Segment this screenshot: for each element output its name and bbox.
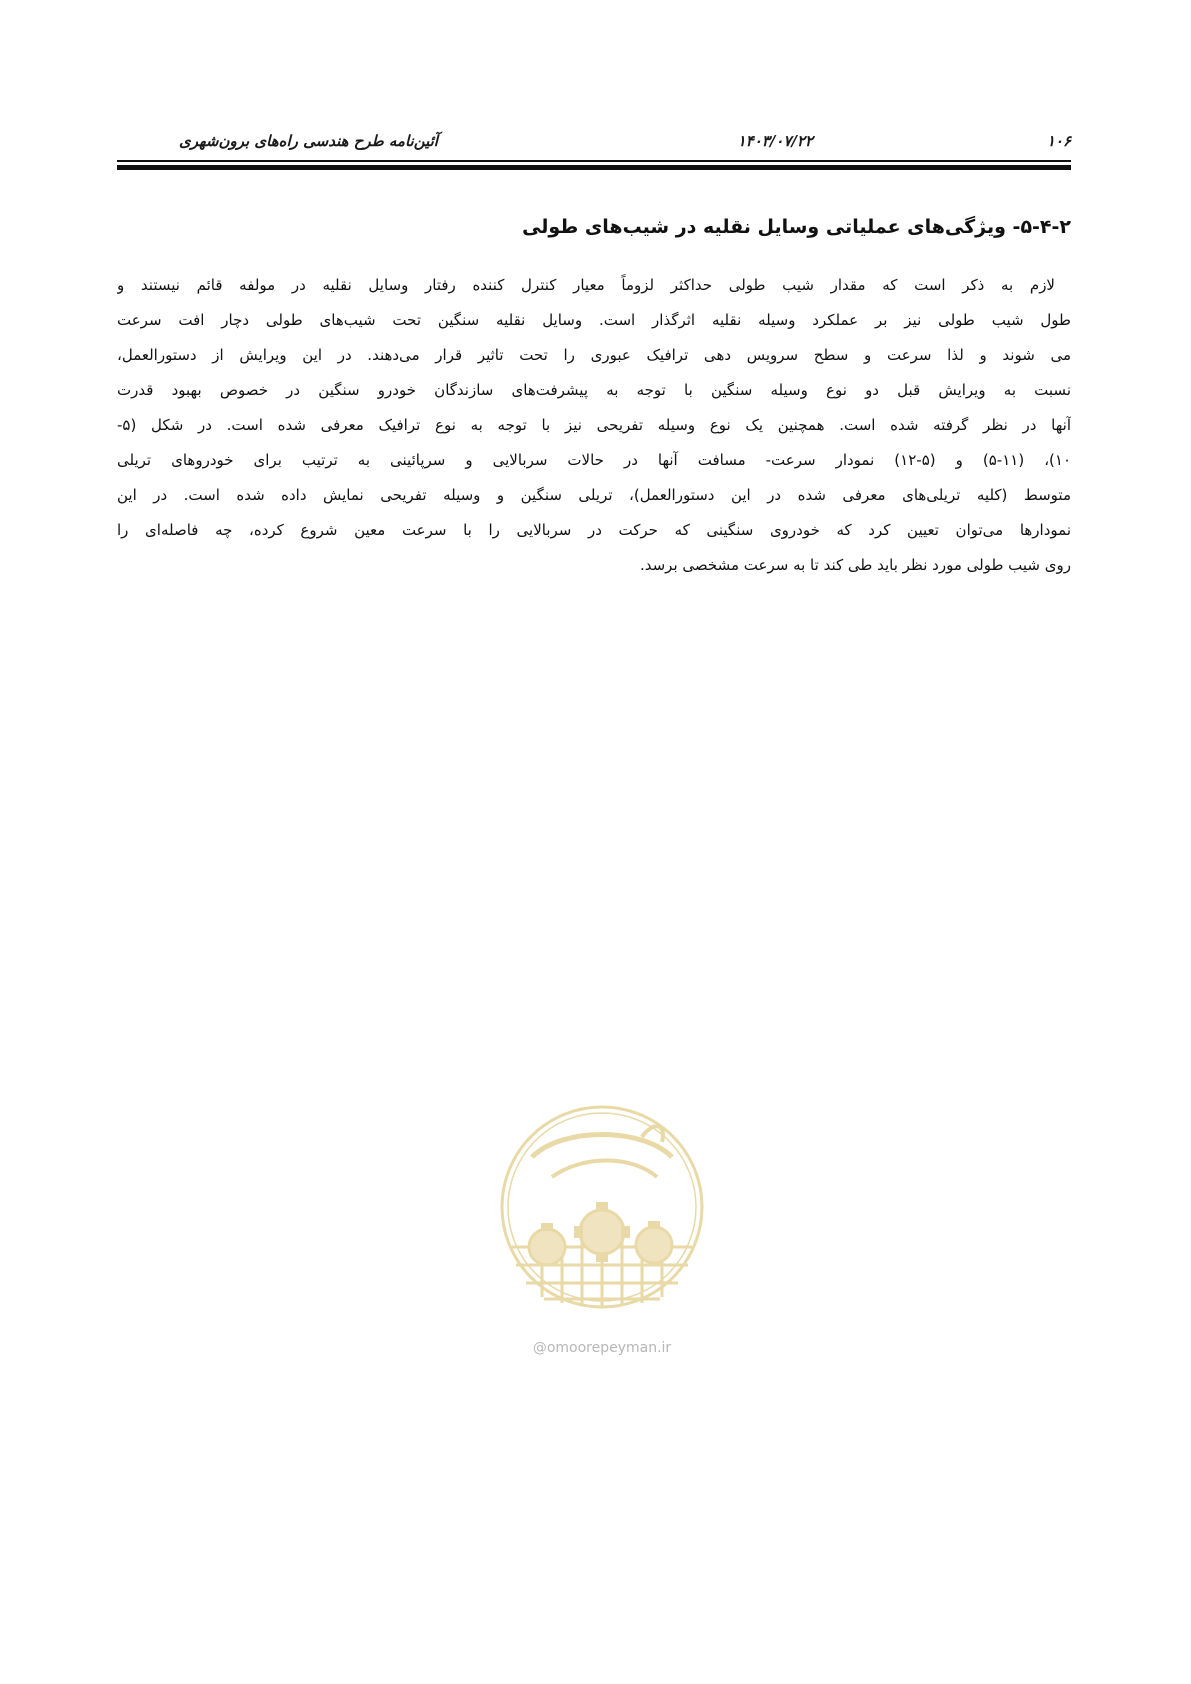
header-rule-thick <box>117 165 1071 170</box>
section-heading: ۵-۴-۲- ویژگی‌های عملیاتی وسایل نقلیه در شیب‌های طولی <box>522 216 1071 238</box>
document-title: آئین‌نامه طرح هندسی راه‌های برون‌شهری <box>179 132 438 150</box>
header-date: ۱۴۰۳/۰۷/۲۲ <box>737 132 813 150</box>
page-number: ۱۰۶ <box>1046 132 1071 150</box>
paragraph-line: لازم به ذکر است که مقدار شیب طولی حداکثر لزوماً معیار کنترل کننده رفتار وسایل نقلیه در مولفه قائم نیستند و <box>117 276 1055 294</box>
paragraph-line: نمودارها می‌توان تعیین کرد که خودروی سنگینی که حرکت در سربالایی را با سرعت معین شروع کرده، چه فاصله‌ای را <box>117 521 1071 539</box>
watermark-caption: @omoorepeyman.ir <box>532 1340 672 1356</box>
body-paragraph <box>117 268 1071 583</box>
paragraph-line: می شوند و لذا سرعت و سطح سرویس دهی ترافیک عبوری را تحت تاثیر قرار می‌دهند. در این ویرایش از دستورالعمل، <box>117 346 1071 364</box>
watermark-seal-icon <box>492 1097 712 1365</box>
paragraph-line: آنها در نظر گرفته شده است. همچنین یک نوع وسیله تفریحی نیز با توجه به نوع ترافیک معرفی شده است. در شکل (۵- <box>117 416 1071 434</box>
paragraph-line: متوسط (کلیه تریلی‌های معرفی شده در این دستورالعمل)، تریلی سنگین و وسیله تفریحی نمایش داده شده است. در این <box>117 486 1071 504</box>
paragraph-line: ۱۰)، (۵-۱۱) و (۵-۱۲) نمودار سرعت- مسافت آنها در حالات سربالایی و سرپائینی به ترتیب برای خودروهای تریلی <box>117 451 1071 469</box>
paragraph-line: طول شیب طولی نیز بر عملکرد وسیله نقلیه اثرگذار است. وسایل نقلیه سنگین تحت شیب‌های طولی دچار افت سرعت <box>117 311 1071 329</box>
running-header <box>117 128 1071 154</box>
paragraph-line: روی شیب طولی مورد نظر باید طی کند تا به سرعت مشخصی برسد. <box>639 556 1071 574</box>
header-rule-thin <box>117 160 1071 162</box>
paragraph-line: نسبت به ویرایش قبل دو نوع وسیله سنگین با توجه به پیشرفت‌های سازندگان خودرو سنگین در خصوص بهبود قدرت <box>117 381 1071 399</box>
